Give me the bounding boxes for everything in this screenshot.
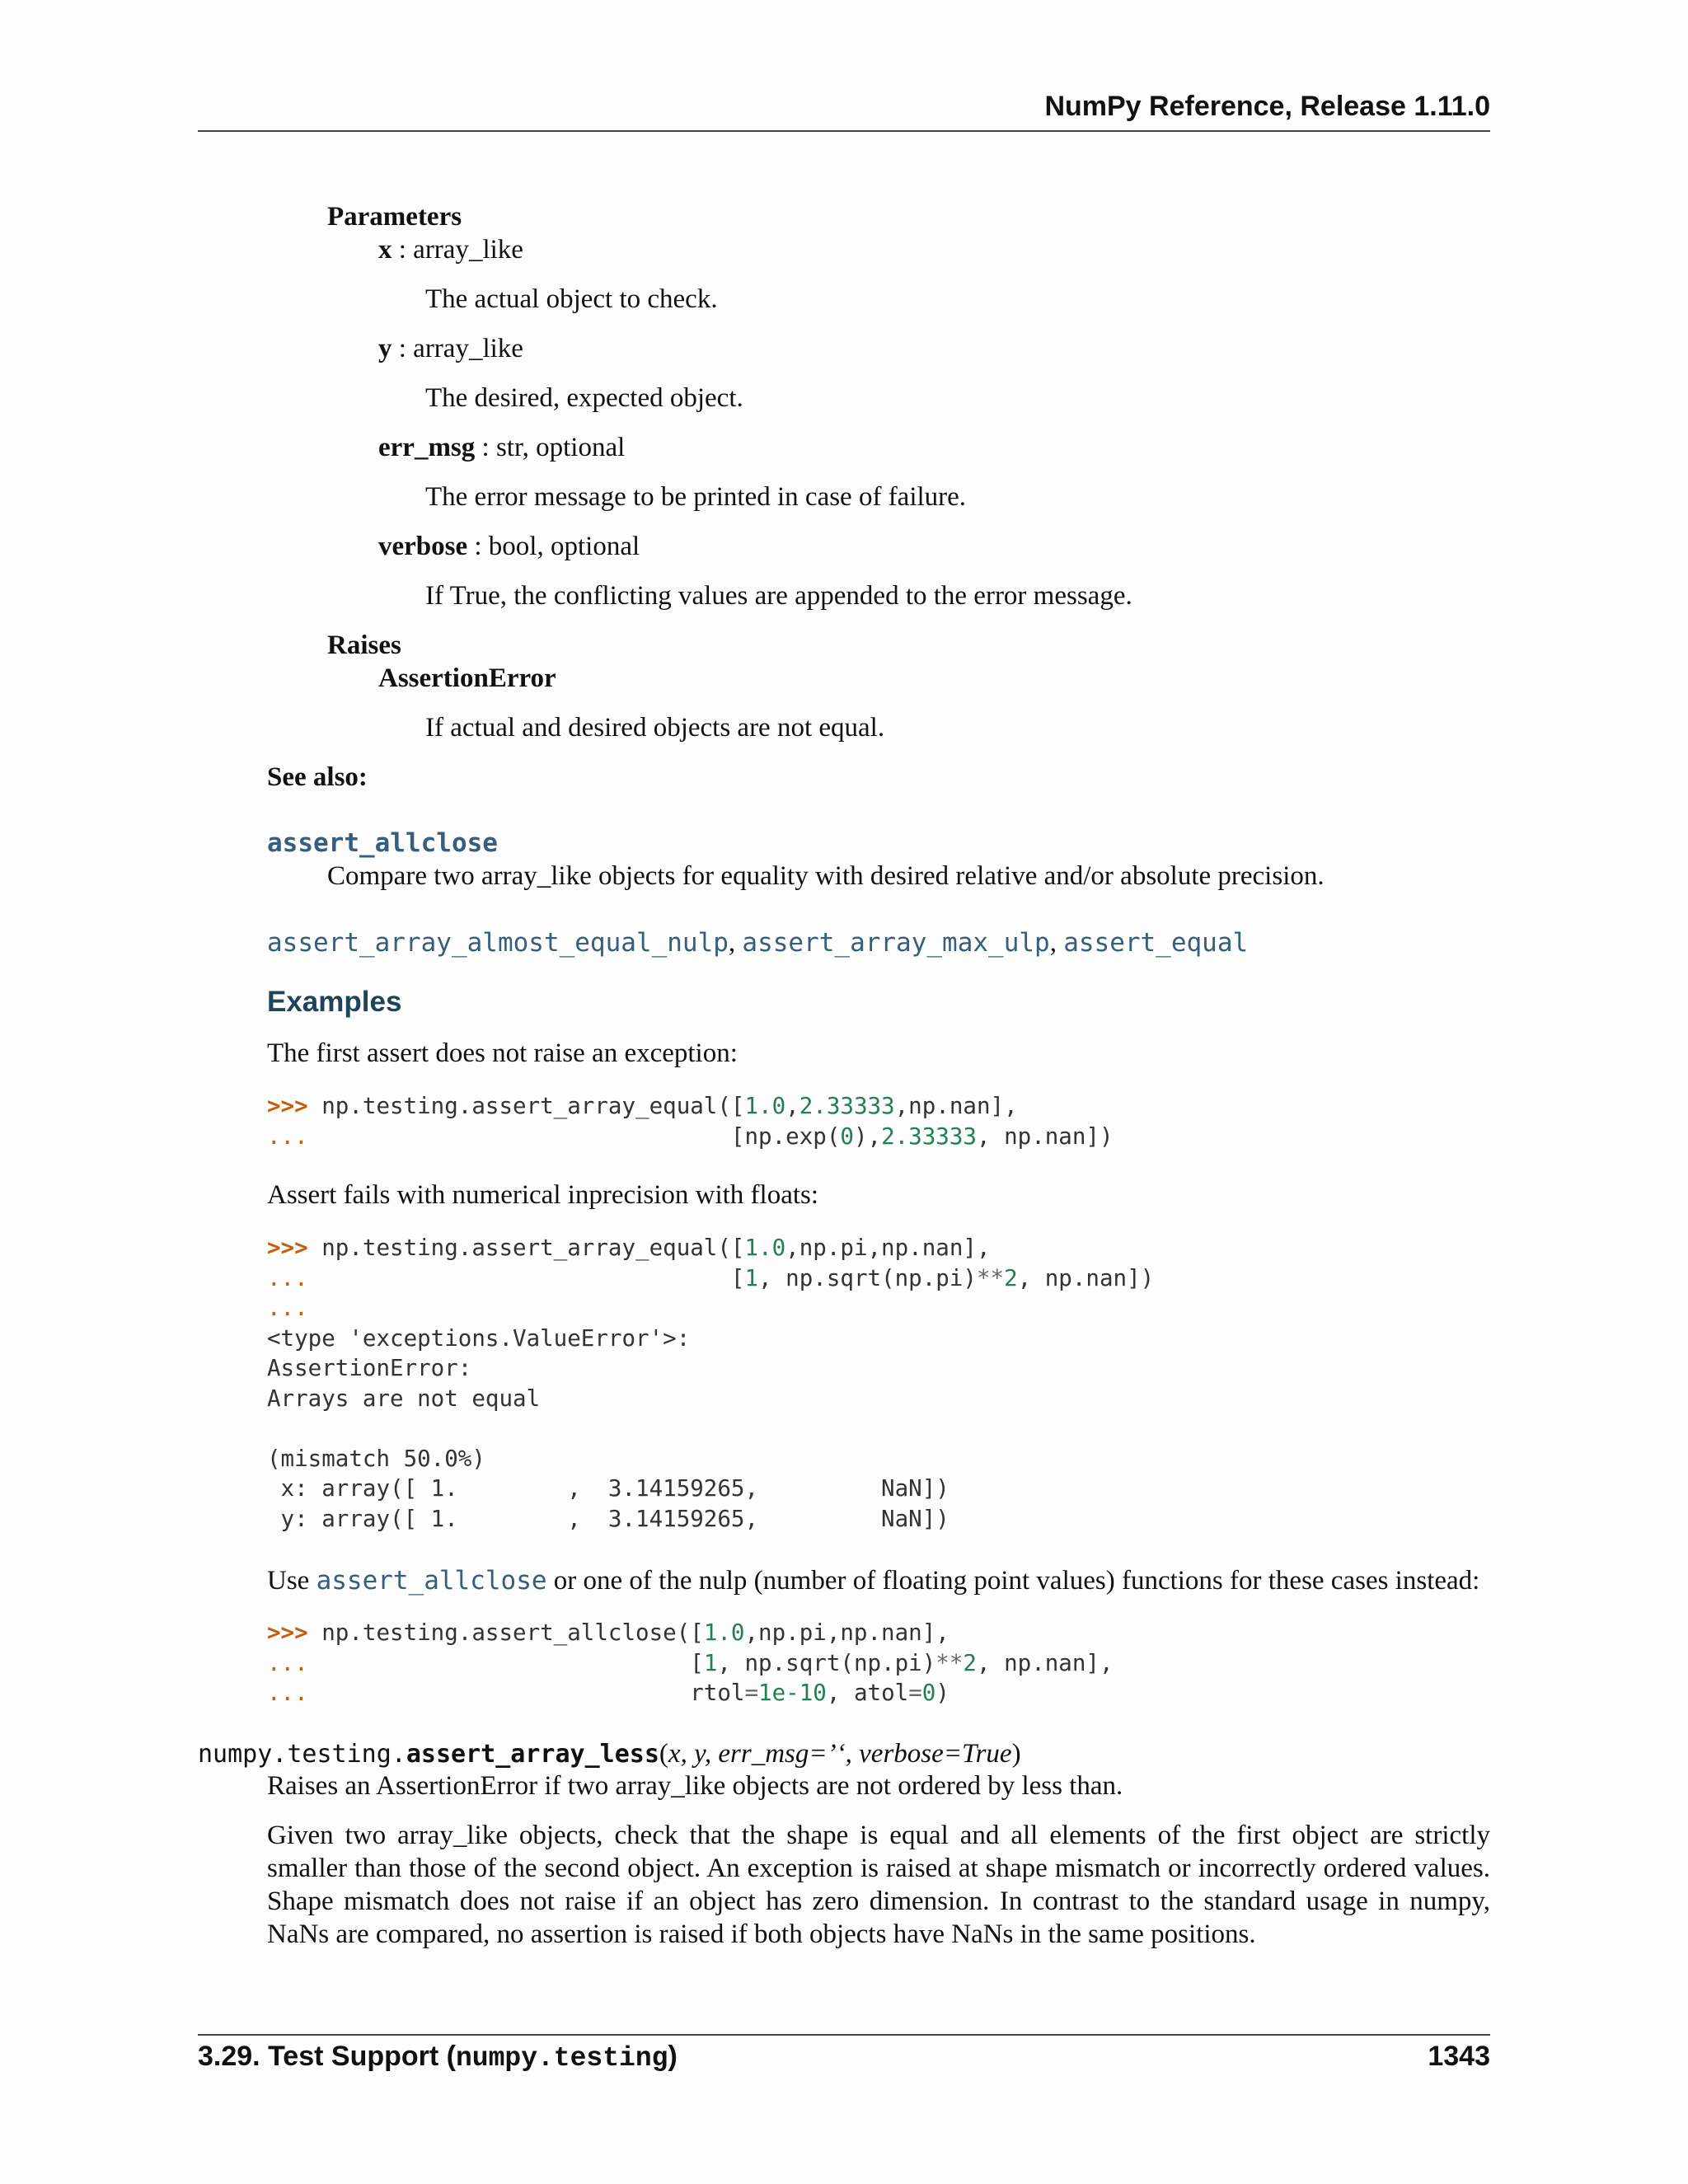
header-rule [198,130,1490,132]
use-before: Use [267,1566,316,1596]
see-also-links [267,926,1248,959]
see-also-main-link[interactable]: assert_allclose [267,828,498,858]
running-header: NumPy Reference, Release 1.11.0 [1044,91,1490,122]
see-also-heading: See also: [267,762,368,792]
use-allclose-note [267,1564,1479,1597]
param-desc: If True, the conflicting values are appended to the error message. [425,581,1132,611]
raises-name: AssertionError [378,663,556,693]
see-also-link[interactable]: assert_equal [1063,928,1249,958]
link-separator: , [1049,928,1064,958]
param-x [378,233,523,266]
footer-section-label: 3.29. Test Support ( [198,2041,456,2072]
page-number: 1343 [1428,2041,1490,2072]
raises-heading: Raises [327,630,401,660]
use-after: or one of the nulp (number of floating point values) functions for these cases instead: [546,1566,1480,1596]
param-desc: The desired, expected object. [425,383,743,413]
footer-section-close: ) [668,2041,678,2072]
param-verbose [378,530,640,563]
param-name: err_msg [378,433,476,462]
param-desc: The actual object to check. [425,284,718,314]
param-type: : array_like [392,334,523,363]
param-name: y [378,334,392,363]
param-name: x [378,235,392,265]
function-description: Given two array_like objects, check that the shape is equal and all elements of the first object are strictly smaller than those of the second object. An exception is raised at shape mismatch or incorrectly ordered values. Shape mismatch does not raise if an object has zero dimension. In contrast to the standard usage in numpy, NaNs are compared, no assertion is raised if both objects have NaNs in the same positions. [267,1821,1490,1949]
code-block-3: >>> np.testing.assert_allclose([1.0,np.pi,np.nan], ... [1, np.sqrt(np.pi)**2, np.nan], ... rtol=1e-10, atol=0) [267,1619,1114,1706]
param-desc: The error message to be printed in case of failure. [425,482,967,512]
param-err-msg [378,431,625,464]
link-separator: , [728,928,743,958]
running-footer [198,2041,1490,2074]
footer-section [198,2041,678,2074]
signature-name: assert_array_less [406,1740,659,1769]
param-type: : array_like [392,235,523,265]
param-y [378,332,523,365]
signature-module: numpy.testing. [198,1740,406,1769]
code-block-1: >>> np.testing.assert_array_equal([1.0,2.33333,np.nan], ... [np.exp(0),2.33333, np.nan]) [267,1093,1114,1150]
see-also-link[interactable]: assert_array_max_ulp [742,928,1050,958]
raises-desc: If actual and desired objects are not equal. [425,713,885,743]
param-type: : str, optional [475,433,626,462]
parameters-heading: Parameters [327,202,462,232]
function-signature: numpy.testing.assert_array_less(x, y, err_msg=’‘, verbose=True) [198,1739,1021,1769]
examples-intro-1: The first assert does not raise an exception: [267,1038,738,1068]
footer-module: numpy.testing [455,2043,668,2074]
assert-allclose-link[interactable]: assert_allclose [316,1566,547,1596]
function-summary: Raises an AssertionError if two array_like objects are not ordered by less than. [267,1771,1123,1801]
param-name: verbose [378,532,468,561]
see-also-main-desc: Compare two array_like objects for equality with desired relative and/or absolute precision. [327,861,1325,891]
param-type: : bool, optional [467,532,640,561]
see-also-link[interactable]: assert_array_almost_equal_nulp [267,928,729,958]
examples-intro-2: Assert fails with numerical inprecision with floats: [267,1180,819,1210]
examples-heading: Examples [267,986,402,1018]
footer-rule [198,2034,1490,2036]
code-block-2: >>> np.testing.assert_array_equal([1.0,np.pi,np.nan], ... [1, np.sqrt(np.pi)**2, np.nan]) ... <type 'exceptions.ValueError'>: AssertionError: Arrays are not equal (mismatch 50.0%) x: array([ 1. , 3.14159265, NaN]) y: array([ 1. , 3.14159265, NaN]) [267,1235,1155,1532]
signature-args: x, y, err_msg=’‘, verbose=True [668,1739,1012,1769]
